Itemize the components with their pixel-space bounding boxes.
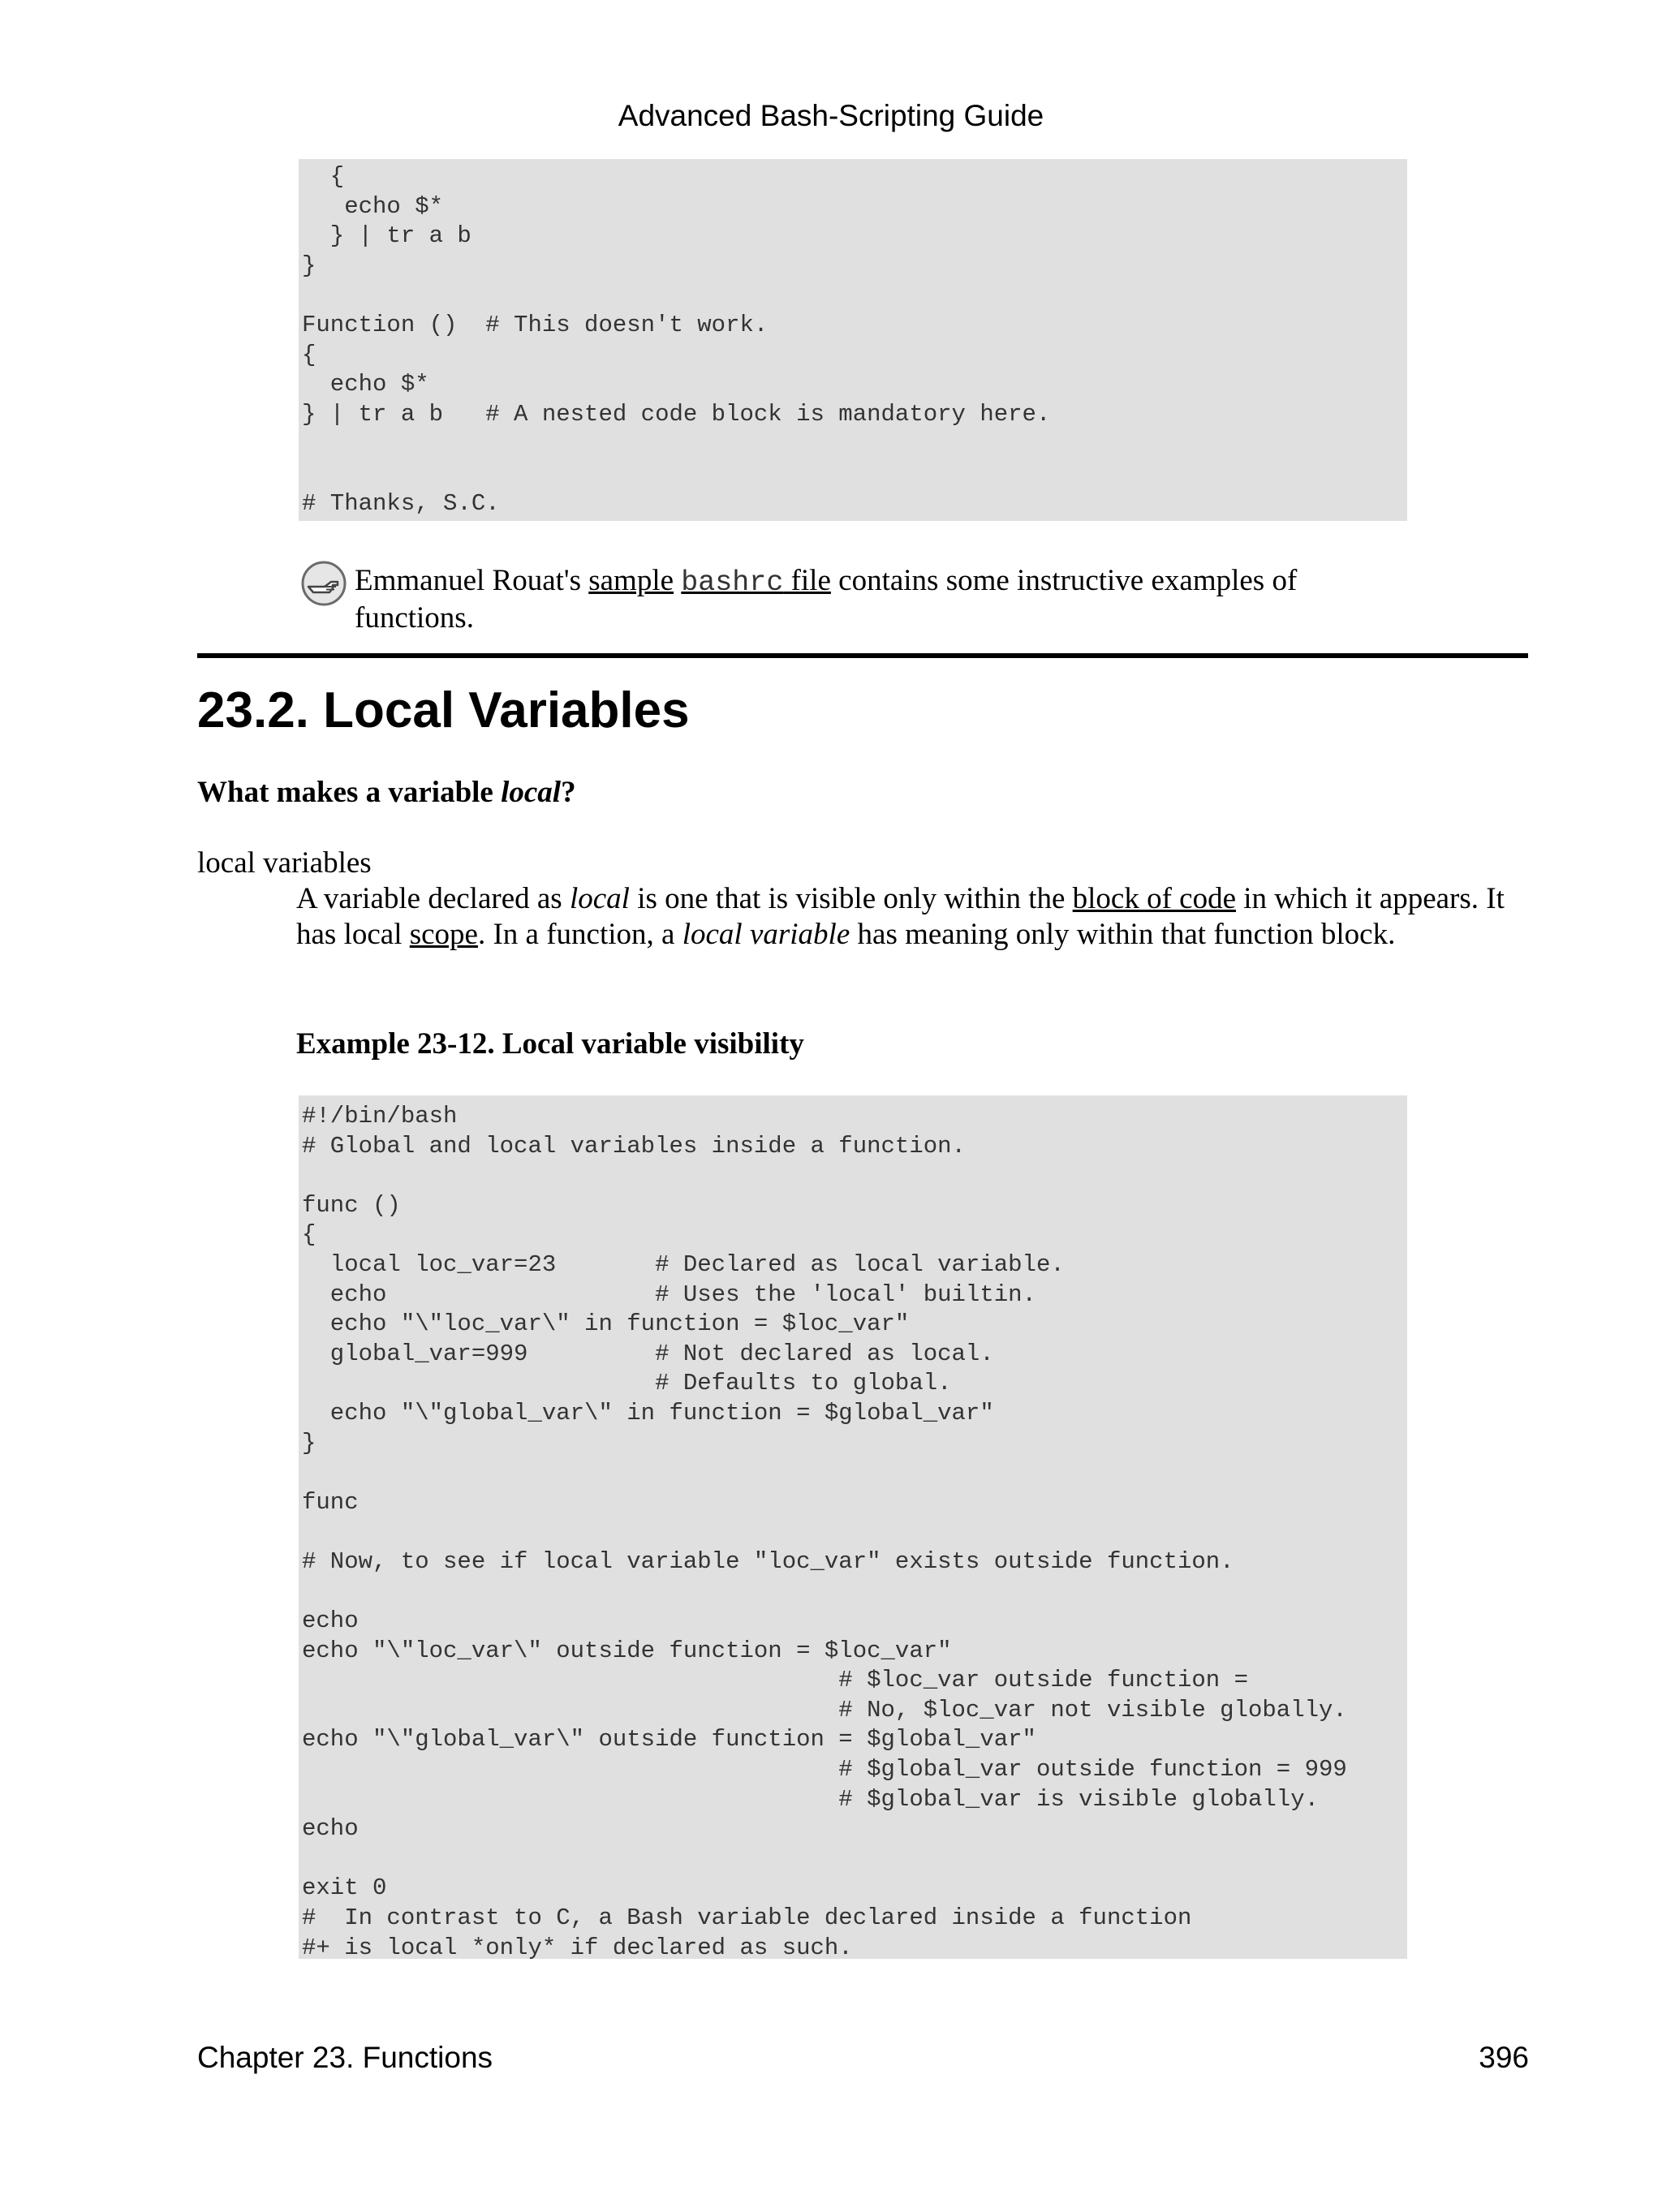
pointing-hand-icon xyxy=(300,560,347,607)
running-header: Advanced Bash-Scripting Guide xyxy=(618,99,1044,132)
definition-part: . In a function, a xyxy=(477,918,682,951)
question-emphasis: local xyxy=(501,776,562,809)
definition-part: A variable declared as xyxy=(296,882,570,915)
bashrc-file-link[interactable] xyxy=(681,564,831,597)
footer-chapter: Chapter 23. Functions xyxy=(197,2041,493,2074)
file-link-label[interactable]: file xyxy=(783,564,831,597)
definition-term: local variables xyxy=(197,846,372,880)
definition-part: has meaning only within that function block. xyxy=(850,918,1396,951)
code-listing: { echo $* } | tr a b } Function () # This doesn't work. { echo $* } | tr a b # A nested code block is mandatory here. # Thanks, S.C. xyxy=(302,163,1051,517)
page-number: 396 xyxy=(1479,2041,1529,2074)
definition-emphasis: local xyxy=(569,882,630,915)
section-divider xyxy=(197,653,1528,658)
tip-space xyxy=(674,564,681,597)
example-title: Example 23-12. Local variable visibility xyxy=(296,1027,804,1061)
code-block xyxy=(299,159,1407,521)
scope-link[interactable]: scope xyxy=(409,918,478,951)
bashrc-filename[interactable]: bashrc xyxy=(681,566,784,599)
question-heading xyxy=(197,775,576,810)
block-of-code-link[interactable]: block of code xyxy=(1072,882,1237,915)
definition-part: is one that is visible only within the xyxy=(629,882,1073,915)
code-listing: #!/bin/bash # Global and local variables inside a function. func () { local loc_var=23 # Declared as local variable. echo # Uses the 'local' builtin. echo "\"loc_var\" in function = $loc_var" global_var=999 # Not declared as local. # Defaults to global. echo "\"global_var\" in function = $global_var" } func # Now, to see if local variable "loc_var" exists outside function. echo echo "\"loc_var\" outside function = $loc_var" # $loc_var outside function = # No, $loc_var not visible globally. echo "\"global_var\" outside function = $global_var" # $global_var outside function = 999 # $global_var is visible globally. echo exit 0 # In contrast to C, a Bash variable declared inside a function #+ is local *only* if declared as such. xyxy=(302,1103,1347,1961)
section-title: 23.2. Local Variables xyxy=(197,682,690,738)
question-mark: ? xyxy=(561,776,576,809)
question-text: What makes a variable xyxy=(197,776,502,809)
sample-link[interactable]: sample xyxy=(588,564,674,597)
definition-text xyxy=(296,881,1530,953)
tip-text-rest: contains some instructive examples of functions. xyxy=(355,564,1298,635)
example-code-block xyxy=(299,1095,1407,1959)
definition-emphasis: local variable xyxy=(682,918,850,951)
tip-note xyxy=(355,563,1361,636)
tip-text: Emmanuel Rouat's xyxy=(355,564,589,597)
definition-part: in which it appears. It has local xyxy=(296,882,1505,951)
